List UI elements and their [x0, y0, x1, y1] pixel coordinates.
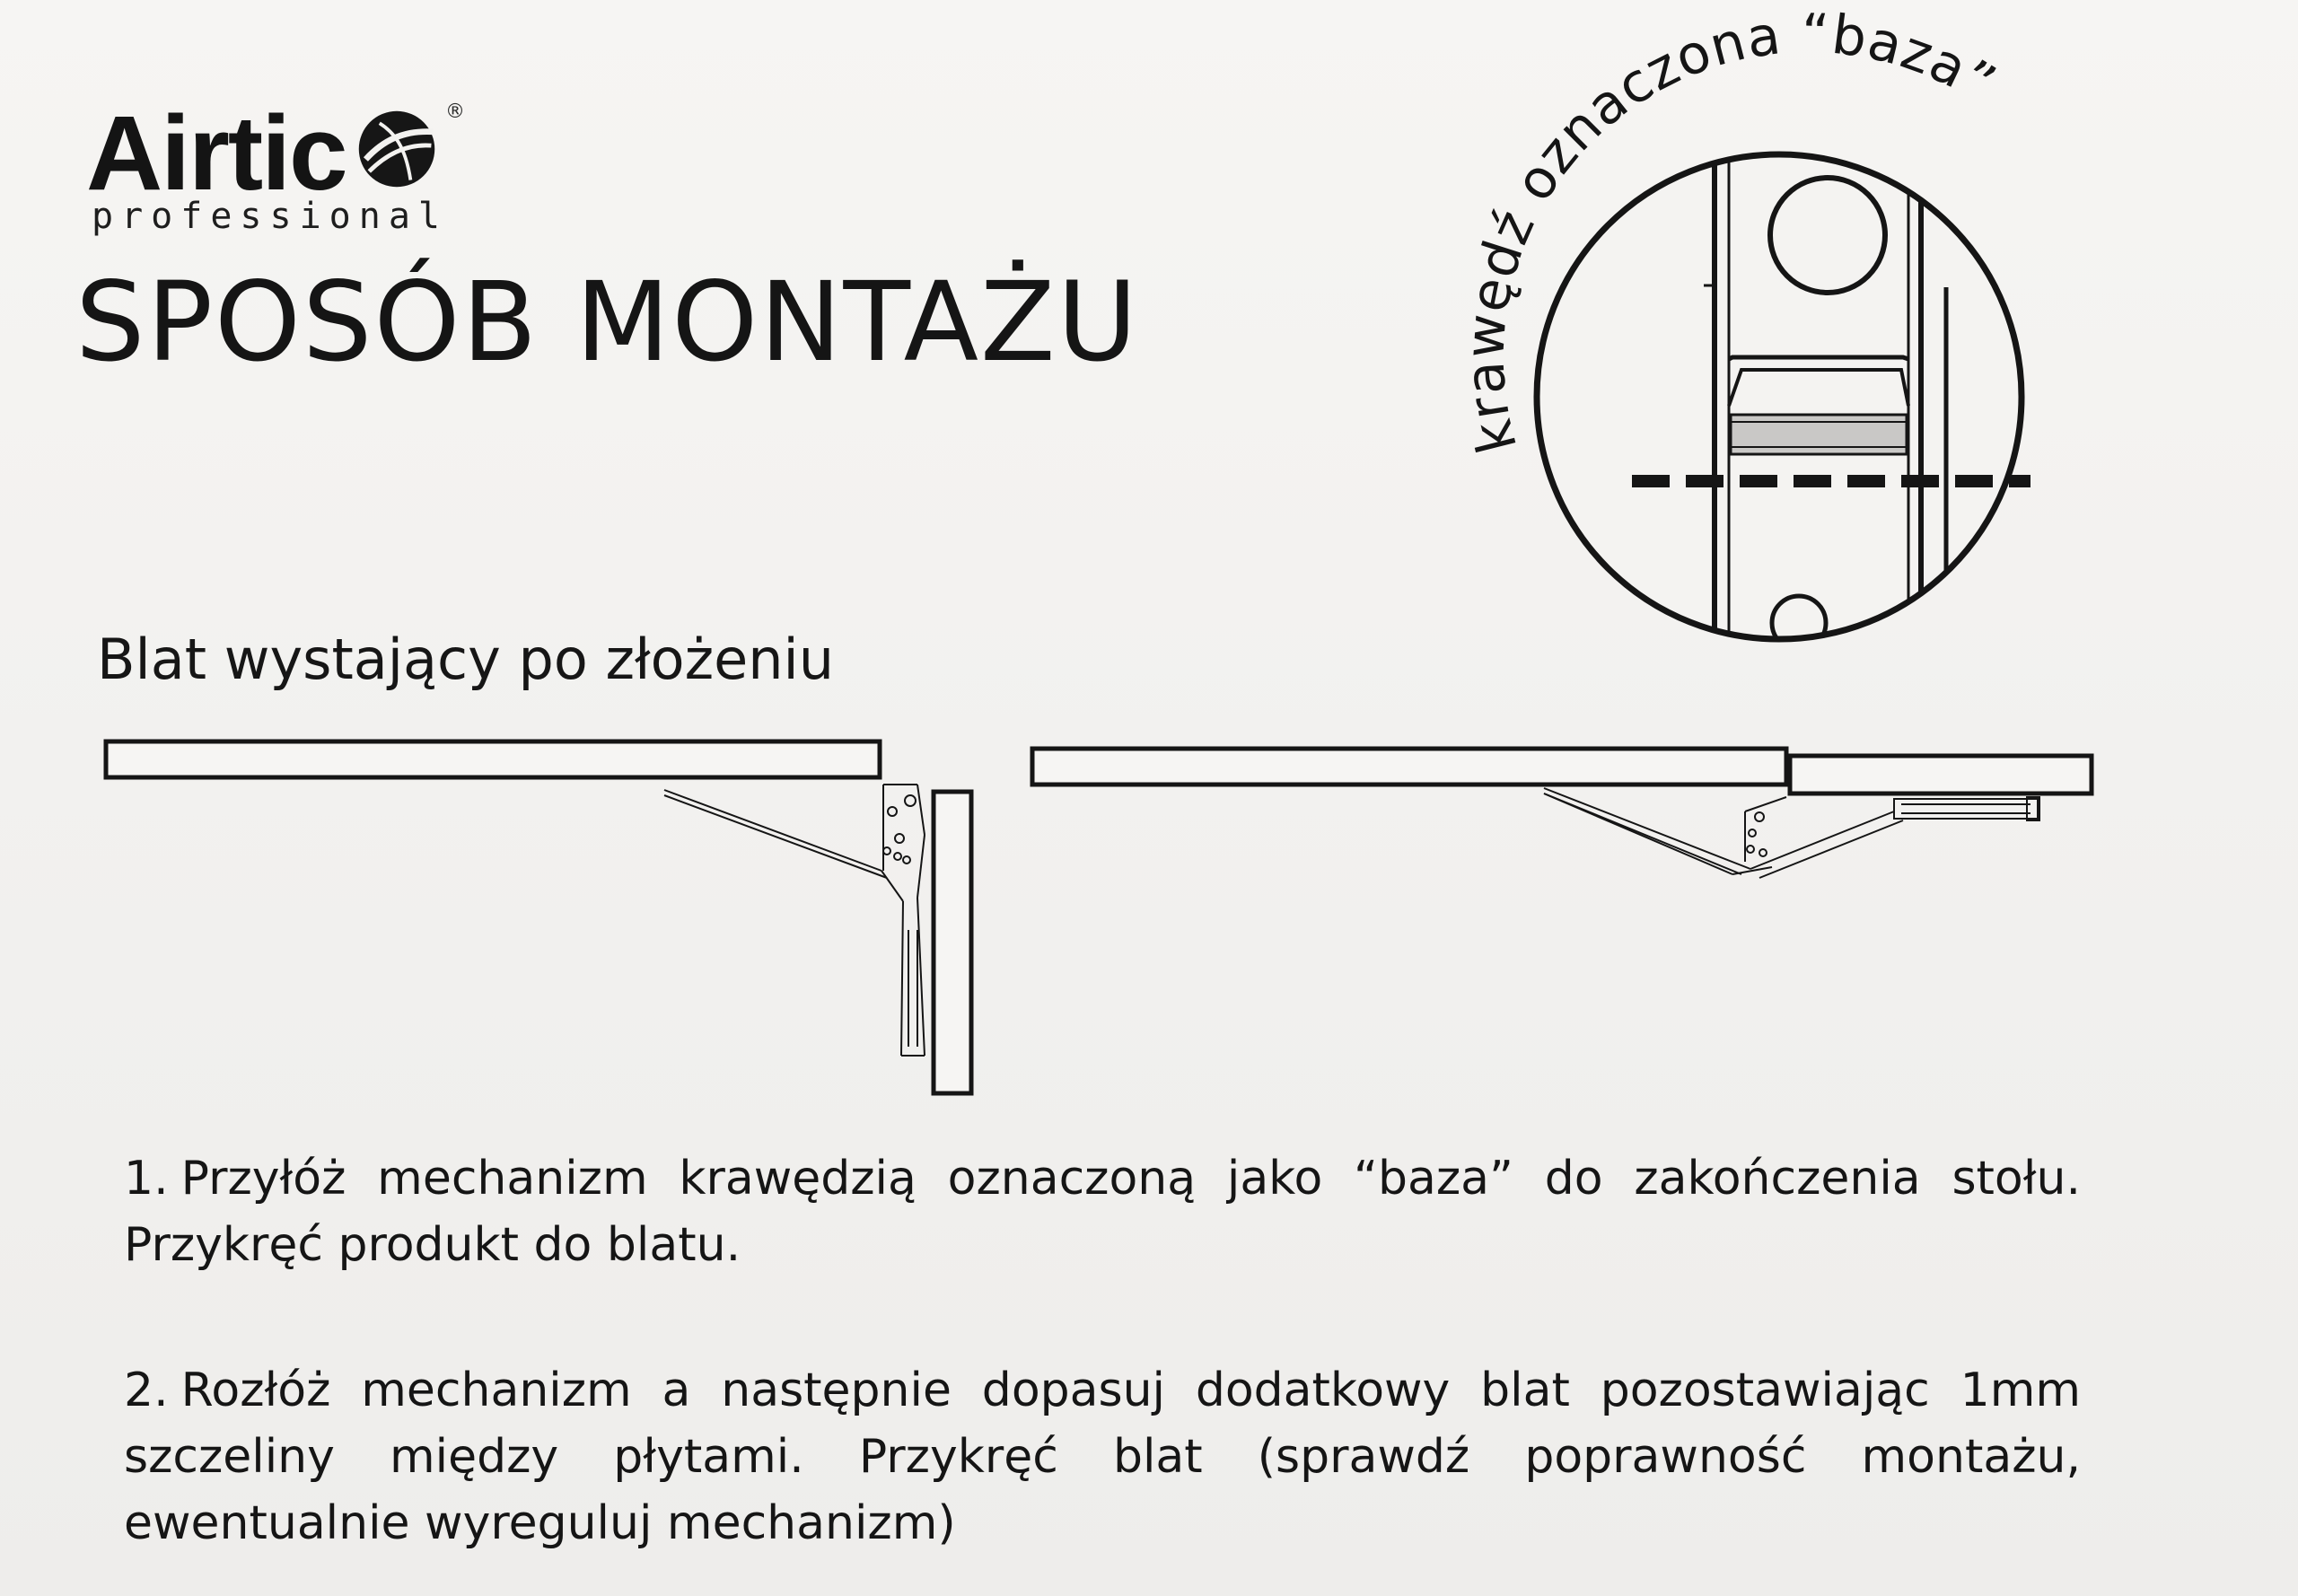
folded-bracket — [664, 785, 925, 1056]
step-number: 2. — [124, 1364, 169, 1417]
detail-circle — [1537, 154, 2022, 639]
page-title: SPOSÓB MONTAŻU — [75, 259, 1139, 386]
main-tabletop-left — [106, 741, 880, 777]
section-subtitle: Blat wystający po złożeniu — [97, 627, 835, 692]
instruction-step-2 — [124, 1357, 2081, 1557]
folded-extension-board — [934, 792, 971, 1093]
registered-mark: ® — [445, 101, 465, 123]
step-text: Rozłóż mechanizm a następnie dopasuj dodatkowy blat pozostawiając 1mm szczeliny między płytami. Przykręć blat (sprawdź poprawność montażu, ewentualnie wyreguluj mechanizm) — [124, 1364, 2081, 1550]
detail-magnifier — [1537, 154, 2030, 664]
baza-edge-label: krawędź oznaczona “baza” — [1453, 2, 2007, 460]
extension-tabletop — [1790, 756, 2092, 794]
main-tabletop-right — [1032, 749, 1786, 785]
logo-tagline: professional — [92, 196, 448, 237]
step-number: 1. — [124, 1152, 169, 1206]
unfolded-bracket — [1544, 788, 2039, 878]
unfolded-table-diagram — [1032, 749, 2092, 878]
step-text: Przyłóż mechanizm krawędzią oznaczoną jako “baza” do zakończenia stołu. Przykręć produkt do blatu. — [124, 1152, 2081, 1272]
instruction-step-1 — [124, 1145, 2081, 1278]
logo-wordmark: Airtic — [86, 94, 346, 213]
folded-table-diagram — [106, 741, 971, 1093]
